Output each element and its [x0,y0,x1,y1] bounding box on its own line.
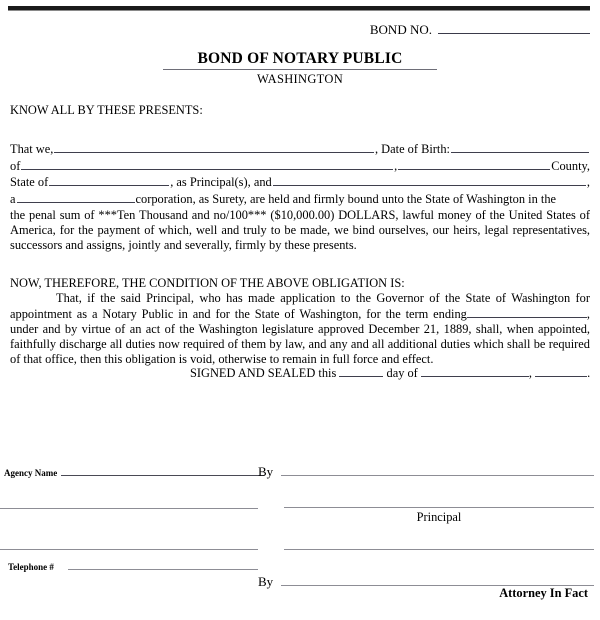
corporation-state-line[interactable] [17,191,135,203]
state-of-label: State of [10,175,49,190]
of-label: of [10,158,21,173]
principal-name-line[interactable] [54,141,374,153]
know-all-heading: KNOW ALL BY THESE PRESENTS: [10,103,203,117]
state-surety-row [10,174,590,191]
document-body [10,103,590,367]
signed-day-line[interactable] [339,366,383,377]
condition-text-part1: That, if the said Principal, who has made application to the Governor of the State of Washington for appointment as a Notary Public in and for the State of Washington, for the term ending [10,291,590,321]
surety-trailing-comma: , [586,175,590,190]
county-label: County, [551,158,590,173]
condition-paragraph [10,291,590,367]
date-of-birth-label: , Date of Birth: [374,142,450,157]
telephone-label: Telephone # [8,562,54,572]
corporation-row [10,191,590,208]
signed-month-line[interactable] [421,366,529,377]
principal-name-rule[interactable] [284,507,594,508]
signed-sealed-prefix: SIGNED AND SEALED this [190,366,337,380]
that-we-label: That we, [10,142,54,157]
principal-identification-block [10,141,590,253]
that-we-row [10,141,590,158]
penal-sum-paragraph: the penal sum of ***Ten Thousand and no/100*** ($10,000.00) DOLLARS, lawful money of the United States of America, for the payment of which, well and truly to be made, we bind ourselves, our heirs, legal representatives, successors and assigns, jointly and severally, firmly by these presents. [10,207,590,252]
telephone-input-line[interactable] [68,560,258,570]
signed-comma: , [528,366,533,380]
title-area [0,50,600,87]
signed-period: . [587,366,591,380]
surety-name-line[interactable] [273,174,586,186]
by-label-attorney: By [258,574,274,589]
address-row [10,158,590,175]
condition-text-part2: , under and by virtue of an act of the Washington legislature approved December 21, 1889, shall, when appointed, faithfully discharge all duties now required of them by law, and any and all additional duties which shall be required of that office, then this obligation is void, otherwise to remain in full force and effect. [10,306,590,367]
a-label: a [10,191,16,206]
by-label-principal: By [258,464,274,479]
condition-heading: NOW, THEREFORE, THE CONDITION OF THE ABOVE OBLIGATION IS: [10,276,405,291]
term-ending-line[interactable] [467,307,587,318]
address-line[interactable] [21,158,393,170]
agency-name-label: Agency Name [4,468,58,478]
signed-year-line[interactable] [535,366,587,377]
agency-address-line-1[interactable] [0,508,258,509]
telephone-row [8,560,258,572]
signed-and-sealed-row [190,366,590,381]
bond-number-input-line[interactable] [438,22,590,34]
bond-number-row [370,22,590,38]
attorney-signature-line[interactable] [281,575,594,586]
condition-block [10,276,590,367]
principal-caption: Principal [416,510,462,524]
address-comma: , [394,158,398,173]
page-title: BOND OF NOTARY PUBLIC [163,50,436,70]
bond-number-label: BOND NO. [369,22,432,37]
agency-name-row [4,466,264,478]
as-principal-label: , as Principal(s), and [170,175,272,190]
signature-block [0,452,600,620]
day-of-label: day of [386,366,418,380]
corporation-surety-text: corporation, as Surety, are held and firmly bound unto the State of Washington in the [135,191,557,206]
date-of-birth-line[interactable] [451,141,589,153]
agency-address-line-2[interactable] [0,549,258,550]
extra-signature-rule[interactable] [284,549,594,550]
by-principal-row [258,464,600,480]
agency-name-input-line[interactable] [61,466,264,476]
attorney-in-fact-caption: Attorney In Fact [499,586,588,600]
page-subtitle: WASHINGTON [256,72,344,86]
state-line[interactable] [49,174,169,186]
county-line[interactable] [398,158,550,170]
top-divider-rule [8,6,590,11]
principal-signature-line[interactable] [281,465,594,476]
